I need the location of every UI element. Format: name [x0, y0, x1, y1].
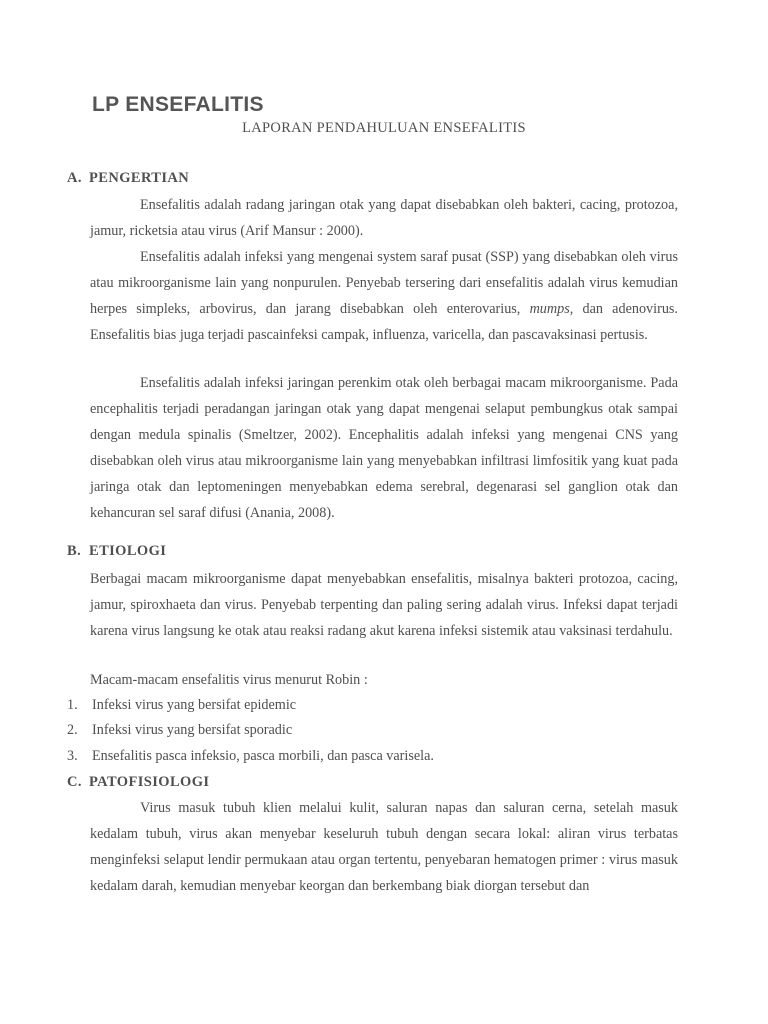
paragraph: Berbagai macam mikroorganisme dapat menyebabkan ensefalitis, misalnya bakteri protozoa, cacing, jamur, spiroxhaeta dan virus. Penyebab terpenting dan paling sering adalah virus. Infeksi dapat terjadi karena virus langsung ke otak atau reaksi radang akut karena infeksi sistemik atau vaksinasi terdahulu. [90, 571, 678, 639]
list-number: 2. [67, 722, 78, 738]
section-title: PATOFISIOLOGI [89, 774, 210, 790]
paragraph [90, 244, 678, 348]
document-subtitle: LAPORAN PENDAHULUAN ENSEFALITIS [242, 120, 526, 136]
paragraph: Ensefalitis adalah radang jaringan otak yang dapat disebabkan oleh bakteri, cacing, protozoa, jamur, ricketsia atau virus (Arif Mansur : 2000). [90, 197, 678, 239]
paragraph: Virus masuk tubuh klien melalui kulit, saluran napas dan saluran cerna, setelah masuk kedalam tubuh, virus akan menyebar keseluruh tubuh dengan secara lokal: aliran virus terbatas menginfeksi selaput lendir permukaan atau organ tertentu, penyebaran hematogen primer : virus masuk kedalam darah, kemudian menyebar keorgan dan berkembang biak diorgan tersebut dan [90, 800, 678, 894]
list-text: Ensefalitis pasca infeksio, pasca morbili, dan pasca varisela. [92, 748, 434, 764]
section-letter: A. [67, 170, 82, 186]
section-letter: C. [67, 774, 82, 790]
paragraph-text: , dan adenovirus. Ensefalitis bias juga terjadi pascainfeksi campak, influenza, varicella, dan pascavaksinasi pertusis. [90, 301, 678, 343]
list-number: 1. [67, 697, 78, 713]
paragraph-text: Ensefalitis adalah infeksi yang mengenai system saraf pusat (SSP) yang disebabkan oleh virus atau mikroorganisme lain yang nonpurulen. Penyebab tersering dari ensefalitis adalah virus kemudian herpes simpleks, arbovirus, dan jarang disebabkan oleh enterovarius, [90, 249, 678, 317]
document-title: LP ENSEFALITIS [92, 93, 264, 116]
section-heading [67, 543, 166, 560]
list-number: 3. [67, 748, 78, 764]
section-heading [67, 774, 209, 791]
paragraph: Ensefalitis adalah infeksi jaringan perenkim otak oleh berbagai macam mikroorganisme. Pada encephalitis terjadi peradangan jaringan otak yang dapat mengenai selaput pembungkus otak sampai dengan medula spinalis (Smeltzer, 2002). Encephalitis adalah infeksi yang mengenai CNS yang disebabkan oleh virus atau mikroorganisme lain yang menyebabkan infiltrasi limfositik yang kuat pada jaringa otak dan leptomeningen menyebabkan edema serebral, degenarasi sel ganglion otak dan kehancuran sel saraf difusi (Anania, 2008). [90, 375, 678, 521]
list-text: Infeksi virus yang bersifat sporadic [92, 722, 293, 738]
paragraph: Macam-macam ensefalitis virus menurut Robin : [90, 672, 368, 688]
section-title: PENGERTIAN [89, 170, 190, 186]
section-heading [67, 170, 189, 187]
section-letter: B. [67, 543, 82, 559]
list-text: Infeksi virus yang bersifat epidemic [92, 697, 297, 713]
italic-term: mumps [529, 301, 570, 317]
section-title: ETIOLOGI [89, 543, 167, 559]
